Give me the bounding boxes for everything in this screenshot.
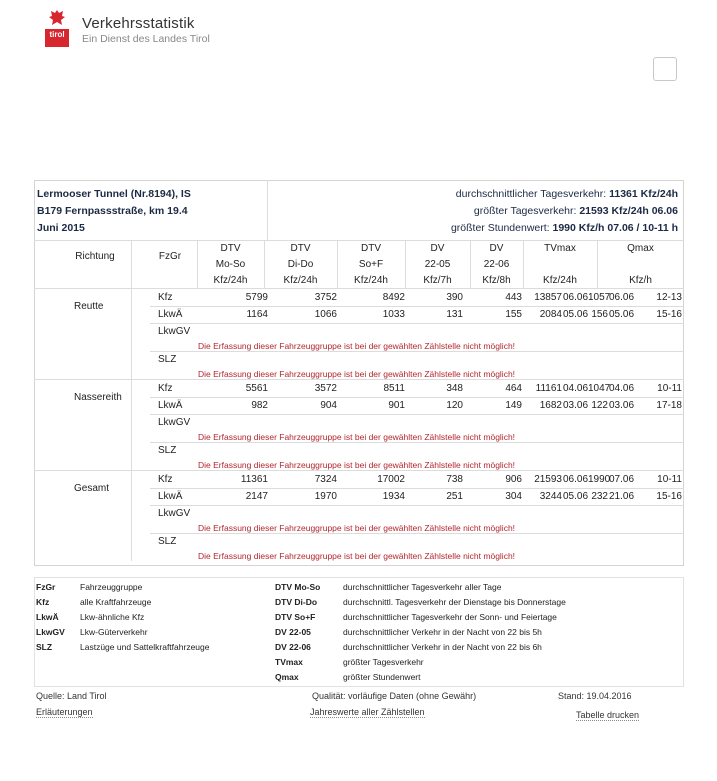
table-cell: 5561 — [245, 383, 268, 394]
table-cell: 11161 — [535, 383, 562, 394]
table-cell: 1047 — [588, 383, 611, 394]
direction-nassereith: Nassereith — [74, 392, 122, 403]
source-text: Quelle: Land Tirol — [36, 691, 107, 701]
table-cell: 982 — [251, 400, 268, 411]
table-cell: 8492 — [382, 292, 405, 303]
fzgr-label: Kfz — [158, 474, 173, 485]
not-available-message: Die Erfassung dieser Fahrzeuggruppe ist bei der gewählten Zählstelle nicht möglich! — [198, 341, 516, 351]
grid-line — [150, 488, 684, 489]
table-cell: 464 — [505, 383, 522, 394]
station-name: Lermooser Tunnel (Nr.8194), IS — [37, 188, 191, 200]
table-cell: 251 — [446, 491, 463, 502]
grid-line — [150, 323, 684, 324]
legend-key: SLZ — [36, 642, 53, 652]
table-cell: 149 — [505, 400, 522, 411]
table-cell: 1164 — [246, 309, 268, 320]
corner-checkbox[interactable] — [653, 57, 677, 81]
avg-traffic: durchschnittlicher Tagesverkehr: 11361 Kfz/24h — [455, 188, 678, 200]
table-cell: 1033 — [382, 309, 405, 320]
table-cell: 443 — [505, 292, 522, 303]
table-cell: 05.06 — [563, 491, 589, 502]
legend-desc: Lkw-ähnliche Kfz — [80, 612, 145, 622]
table-cell: 904 — [320, 400, 337, 411]
fzgr-label: LkwÄ — [158, 309, 183, 320]
table-cell: 7324 — [314, 474, 337, 485]
print-table-link[interactable]: Tabelle drucken — [576, 710, 640, 720]
road-name: B179 Fernpassstraße, km 19.4 — [37, 205, 188, 217]
table-cell: 3572 — [314, 383, 337, 394]
table-cell: 15-16 — [656, 309, 682, 320]
legend-desc: Fahrzeuggruppe — [80, 582, 143, 592]
col-dtv_sof-line0: DTV — [361, 243, 381, 254]
station-info — [34, 180, 684, 240]
grid-line — [131, 240, 132, 288]
table-cell: 120 — [446, 400, 463, 411]
col-dtv_sof-line1: So+F — [358, 259, 384, 270]
not-available-message: Die Erfassung dieser Fahrzeuggruppe ist bei der gewählten Zählstelle nicht möglich! — [198, 460, 516, 470]
table-cell: 906 — [505, 474, 522, 485]
col-dv_2206-line2: Kfz/8h — [482, 275, 511, 286]
table-cell: 1057 — [588, 292, 611, 303]
table-cell: 304 — [505, 491, 522, 502]
grid-line — [150, 505, 684, 506]
table-cell: 2147 — [245, 491, 268, 502]
col-dtv_moso-line1: Mo-So — [215, 259, 246, 270]
grid-line — [150, 533, 684, 534]
col-qmax-unit: Kfz/h — [629, 275, 652, 286]
col-dtv_dido-line1: Di-Do — [287, 259, 314, 270]
table-cell: 04.06 — [609, 383, 635, 394]
table-cell: 12-13 — [656, 292, 682, 303]
max-day-traffic: größter Tagesverkehr: 21593 Kfz/24h 06.06 — [473, 205, 678, 217]
table-cell: 738 — [446, 474, 463, 485]
legend-key: TVmax — [275, 657, 303, 667]
col-dtv_moso-line2: Kfz/24h — [213, 275, 248, 286]
quality-text: Qualität: vorläufige Daten (ohne Gewähr) — [312, 691, 477, 701]
table-cell: 17002 — [377, 474, 405, 485]
annual-values-link[interactable]: Jahreswerte aller Zählstellen — [310, 707, 425, 717]
legend-desc: durchschnittlicher Verkehr in der Nacht von 22 bis 5h — [343, 627, 542, 637]
eagle-icon — [48, 9, 66, 28]
col-dv_2206-line1: 22-06 — [483, 259, 510, 270]
col-qmax: Qmax — [627, 243, 654, 254]
table-cell: 2084 — [539, 309, 562, 320]
not-available-message: Die Erfassung dieser Fahrzeuggruppe ist bei der gewählten Zählstelle nicht möglich! — [198, 551, 516, 561]
table-cell: 03.06 — [609, 400, 635, 411]
legend-key: DV 22-06 — [275, 642, 311, 652]
brand-subtitle: Ein Dienst des Landes Tirol — [82, 33, 210, 45]
fzgr-label: LkwGV — [158, 417, 191, 428]
grid-line — [131, 380, 132, 470]
fzgr-label: Kfz — [158, 292, 173, 303]
table-cell: 03.06 — [563, 400, 589, 411]
legend-key: DTV So+F — [275, 612, 316, 622]
table-cell: 3244 — [539, 491, 562, 502]
not-available-message: Die Erfassung dieser Fahrzeuggruppe ist bei der gewählten Zählstelle nicht möglich! — [198, 369, 516, 379]
table-cell: 1970 — [314, 491, 337, 502]
fzgr-label: SLZ — [158, 354, 177, 365]
legend-desc: größter Tagesverkehr — [343, 657, 424, 667]
table-cell: 10-11 — [657, 474, 682, 485]
fzgr-label: LkwGV — [158, 326, 191, 337]
fzgr-label: SLZ — [158, 536, 177, 547]
table-cell: 3752 — [314, 292, 337, 303]
stand-text: Stand: 19.04.2016 — [558, 691, 632, 701]
table-cell: 155 — [505, 309, 522, 320]
logo-text: tirol — [45, 29, 69, 47]
table-cell: 8511 — [383, 383, 405, 394]
col-dtv_moso-line0: DTV — [220, 243, 241, 254]
table-cell: 1990 — [588, 474, 611, 485]
not-available-message: Die Erfassung dieser Fahrzeuggruppe ist bei der gewählten Zählstelle nicht möglich! — [198, 523, 516, 533]
grid-line — [150, 306, 684, 307]
table-cell: 131 — [446, 309, 463, 320]
table-cell: 07.06 — [609, 474, 635, 485]
legend-desc: durchschnittlicher Verkehr in der Nacht von 22 bis 6h — [343, 642, 542, 652]
fzgr-label: Kfz — [158, 383, 173, 394]
table-cell: 15-16 — [656, 491, 682, 502]
table-cell: 04.06 — [563, 383, 589, 394]
grid-line — [150, 351, 684, 352]
table-cell: 5799 — [245, 292, 268, 303]
col-dv_2205-line1: 22-05 — [424, 259, 451, 270]
grid-line — [150, 442, 684, 443]
col-dtv_dido-line0: DTV — [290, 243, 311, 254]
legend-key: LkwGV — [36, 627, 65, 637]
table-cell: 06.06 — [609, 292, 635, 303]
fzgr-label: LkwÄ — [158, 491, 183, 502]
table-cell: 11361 — [240, 474, 268, 485]
table-cell: 06.06 — [563, 474, 589, 485]
legend-desc: alle Kraftfahrzeuge — [80, 597, 152, 607]
grid-line — [131, 471, 132, 561]
legend-desc: größter Stundenwert — [343, 672, 421, 682]
direction-gesamt: Gesamt — [74, 483, 110, 494]
col-tvmax-unit: Kfz/24h — [543, 275, 577, 286]
table-cell: 901 — [388, 400, 405, 411]
period: Juni 2015 — [37, 222, 85, 234]
table-cell: 1682 — [539, 400, 562, 411]
table-cell: 17-18 — [656, 400, 682, 411]
table-cell: 122 — [591, 400, 608, 411]
col-fzgr: FzGr — [158, 251, 182, 262]
col-tvmax: TVmax — [544, 243, 576, 254]
legend-key: DTV Di-Do — [275, 597, 318, 607]
legend-key: DV 22-05 — [275, 627, 311, 637]
max-hour-traffic: größter Stundenwert: 1990 Kfz/h 07.06 / 10-11 h — [450, 222, 678, 234]
table-cell: 1066 — [314, 309, 337, 320]
explanations-link[interactable]: Erläuterungen — [36, 707, 93, 717]
grid-line — [131, 289, 132, 379]
grid-line — [150, 414, 684, 415]
legend-desc: Lastzüge und Sattelkraftfahrzeuge — [80, 642, 210, 652]
not-available-message: Die Erfassung dieser Fahrzeuggruppe ist bei der gewählten Zählstelle nicht möglich! — [198, 432, 516, 442]
legend-key: DTV Mo-So — [275, 582, 321, 592]
table-cell: 156 — [591, 309, 608, 320]
legend-desc: durchschnittlicher Tagesverkehr der Sonn- und Feiertage — [343, 612, 557, 622]
legend-key: LkwÄ — [36, 612, 59, 622]
grid-line — [150, 397, 684, 398]
col-dv_2205-line0: DV — [430, 243, 445, 254]
col-dv_2206-line0: DV — [489, 243, 504, 254]
col-dtv_sof-line2: Kfz/24h — [354, 275, 388, 286]
fzgr-label: LkwÄ — [158, 400, 183, 411]
table-cell: 13857 — [534, 292, 562, 303]
table-cell: 348 — [446, 383, 463, 394]
table-cell: 05.06 — [609, 309, 635, 320]
col-richtung: Richtung — [75, 251, 115, 262]
table-cell: 390 — [446, 292, 463, 303]
legend-desc: Lkw-Güterverkehr — [80, 627, 148, 637]
table-cell: 21593 — [534, 474, 562, 485]
table-cell: 06.06 — [563, 292, 589, 303]
brand-title: Verkehrsstatistik — [82, 15, 195, 32]
direction-reutte: Reutte — [74, 301, 104, 312]
table-cell: 1934 — [382, 491, 405, 502]
col-dtv_dido-line2: Kfz/24h — [283, 275, 318, 286]
fzgr-label: LkwGV — [158, 508, 191, 519]
legend-key: Kfz — [36, 597, 50, 607]
legend-desc: durchschnittl. Tagesverkehr der Dienstage bis Donnerstage — [343, 597, 566, 607]
table-cell: 05.06 — [563, 309, 589, 320]
fzgr-label: SLZ — [158, 445, 177, 456]
table-cell: 21.06 — [609, 491, 635, 502]
table-cell: 10-11 — [657, 383, 682, 394]
legend-desc: durchschnittlicher Tagesverkehr aller Tage — [343, 582, 502, 592]
legend-key: Qmax — [275, 672, 299, 682]
legend-key: FzGr — [36, 582, 56, 592]
col-dv_2205-line2: Kfz/7h — [423, 275, 452, 286]
table-cell: 232 — [591, 491, 608, 502]
tirol-logo — [45, 7, 69, 47]
